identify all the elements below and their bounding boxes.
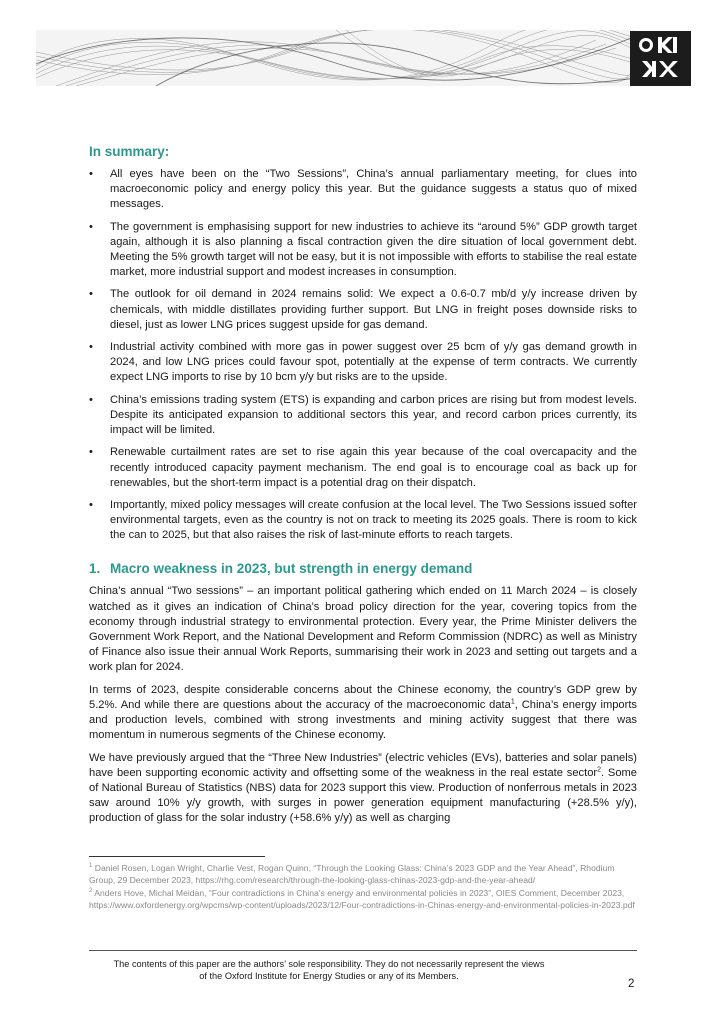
summary-bullet-item xyxy=(89,167,637,212)
footnote-text: Daniel Rosen, Logan Wright, Charlie Vest, Rogan Quinn, “Through the Looking Glass: China’s 2023 GDP and the Year Ahead”, Rhodium Group, 29 December 2023, https://rhg.com/research/through-the-looking-glass-chinas-2023-gdp-and-the-year-ahead/ xyxy=(89,863,615,886)
summary-bullet-item xyxy=(89,393,637,438)
section-title-text: Macro weakness in 2023, but strength in energy demand xyxy=(110,561,473,577)
summary-bullet-text: China’s emissions trading system (ETS) is expanding and carbon prices are rising but from modest levels. Despite its anticipated expansion to additional sectors this year, and record carbon prices currently, its impact will be limited. xyxy=(110,393,637,436)
footnote-reference[interactable]: 1 xyxy=(510,698,515,706)
footnote-reference[interactable]: 2 xyxy=(597,766,602,774)
bullet-icon: • xyxy=(89,288,93,301)
footnote-number: 2 xyxy=(89,887,93,894)
paragraph-text: In terms of 2023, despite considerable concerns about the Chinese economy, the country’s GDP grew by 5.2%. And while there are questions about the accuracy of the macroeconomic data xyxy=(89,683,637,711)
footnote-divider xyxy=(89,856,265,857)
footnotes xyxy=(89,862,637,912)
page-content xyxy=(89,143,637,834)
body-paragraph xyxy=(89,683,637,743)
bullet-icon: • xyxy=(89,499,93,512)
paragraph-text: . Some of National Bureau of Statistics (NBS) data for 2023 support this view. Production of nonferrous metals in 2023 saw around 10% y/y growth, with surges in power generation equipment manufacturing (+28.5% y/y), production of glass for the solar industry (+58.6% y/y) as well as charging xyxy=(89,767,638,825)
section-heading xyxy=(89,560,637,578)
oies-logo xyxy=(630,31,691,86)
footnote-number: 1 xyxy=(89,863,93,870)
footnote-item xyxy=(89,862,637,887)
header-wave-banner xyxy=(36,30,636,86)
disclaimer-line: The contents of this paper are the authors’ sole responsibility. They do not necessarily represent the views xyxy=(113,959,545,969)
summary-bullet-item xyxy=(89,340,637,385)
summary-bullet-item xyxy=(89,498,637,543)
summary-bullet-item xyxy=(89,287,637,332)
page-number: 2 xyxy=(628,978,635,990)
summary-heading: In summary: xyxy=(89,144,170,159)
summary-bullet-text: All eyes have been on the “Two Sessions”, China’s annual parliamentary meeting, for clues into macroeconomic policy and energy policy this year. But the guidance suggests a status quo of mixed messages. xyxy=(110,168,637,211)
summary-bullet-text: The government is emphasising support for new industries to achieve its “around 5%” GDP growth target again, although it is also planning a fiscal contraction given the dire situation of local government debt. Meeting the 5% growth target will not be easy, but it is not impossible with efforts to stabilise the real estate market, more industrial support and modest increases in consumption. xyxy=(110,220,637,278)
footnote-item xyxy=(89,887,637,912)
summary-bullet-list xyxy=(89,167,637,543)
paragraph-text: , China’s energy imports and production levels, combined with strong investments and mining activity suggest that there was momentum in numerous segments of the Chinese economy. xyxy=(89,698,637,742)
summary-bullet-item xyxy=(89,445,637,490)
summary-bullet-text: Importantly, mixed policy messages will create confusion at the local level. The Two Sessions issued softer environmental targets, even as the country is not on track to meeting its 2025 goals. There is room to kick the can to 2025, but that also raises the risk of last-minute efforts to reach targets. xyxy=(110,499,637,542)
summary-bullet-text: Industrial activity combined with more gas in power suggest over 25 bcm of y/y gas demand growth in 2024, and low LNG prices could favour spot, potentially at the expense of term contracts. We currently expect LNG imports to rise by 10 bcm y/y but risks are to the upside. xyxy=(110,341,637,384)
disclaimer-line: of the Oxford Institute for Energy Studies or any of its Members. xyxy=(199,970,459,981)
paragraph-text: We have previously argued that the “Three New Industries” (electric vehicles (EVs), batteries and solar panels) have been supporting economic activity and offsetting some of the weakness in the real estate sector xyxy=(89,751,637,780)
footer-divider xyxy=(89,950,637,951)
bullet-icon: • xyxy=(89,220,93,233)
summary-bullet-text: Renewable curtailment rates are set to rise again this year because of the coal overcapacity and the recently introduced capacity payment mechanism. The end goal is to encourage coal as back up for renewables, but the short-term impact is a potential drag on their dispatch. xyxy=(110,446,637,489)
bullet-icon: • xyxy=(89,168,93,180)
footnote-text: Anders Hove, Michal Meidan, “Four contradictions in China’s energy and environmental policies in 2023”, OIES Comment, December 2023, https://www.oxfordenergy.org/wpcms/wp-content/uploads/2023/12/Four-contradictions-in-Chinas-energy-and-environmental-policies-in-2023.pdf xyxy=(89,887,635,911)
bullet-icon: • xyxy=(89,341,93,354)
section-number: 1. xyxy=(89,561,101,577)
summary-bullet-item xyxy=(89,220,637,280)
body-paragraph xyxy=(89,751,637,826)
footer-disclaimer xyxy=(89,959,569,982)
bullet-icon: • xyxy=(89,393,93,406)
summary-bullet-text: The outlook for oil demand in 2024 remains solid: We expect a 0.6-0.7 mb/d y/y increase driven by chemicals, with middle distillates providing further support. But LNG in freight poses downside risks to diesel, just as lower LNG prices suggest upside for gas demand. xyxy=(110,288,637,331)
bullet-icon: • xyxy=(89,446,93,459)
body-paragraph: China’s annual “Two sessions” – an important political gathering which ended on 11 March 2024 – is closely watched as it gives an indication of China’s broad policy direction for the year, covering topics from the economy through industrial strategy to environmental protection. Every year, the Prime Minister delivers the Government Work Report, and the National Development and Reform Commission (NDRC) as well as Ministry of Finance also issue their annual Work Reports, summarising their work in 2023 and setting out targets and a work plan for 2024. xyxy=(89,585,637,673)
